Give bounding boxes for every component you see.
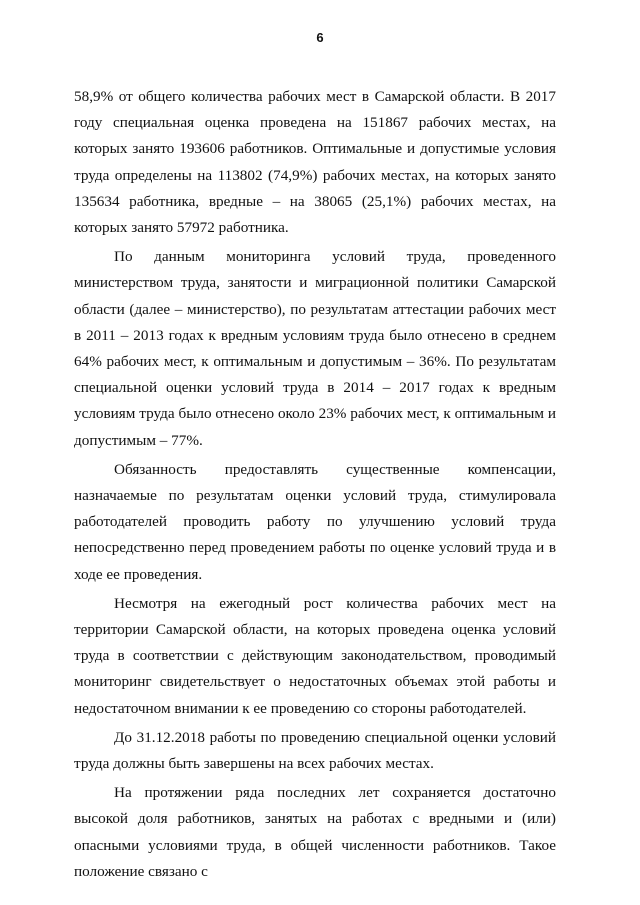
paragraph-1: 58,9% от общего количества рабочих мест в Самарской области. В 2017 году специальная оценка проведена на 151867 рабочих местах, на которых занято 193606 работников. Оптимальные и допустимые условия труда определены на 113802 (74,9%) рабочих местах, на которых занято 135634 работника, вредные – на 38065 (25,1%) рабочих местах, на которых занято 57972 работника. [74,88,556,237]
paragraph-5: До 31.12.2018 работы по проведению специальной оценки условий труда должны быть завершены на всех рабочих местах. [74,728,556,773]
paragraph-3: Обязанность предоставлять существенные компенсации, назначаемые по результатам оценки условий труда, стимулировала работодателей проводить работу по улучшению условий труда непосредственно перед проведением работы по оценке условий труда и в ходе ее проведения. [74,460,556,583]
paragraph-2: По данным мониторинга условий труда, проведенного министерством труда, занятости и миграционной политики Самарской области (далее – министерство), по результатам аттестации рабочих мест в 2011 – 2013 годах к вредным условиям труда было отнесено в среднем 64% рабочих мест, к оптимальным и допустимым – 36%. По результатам специальной оценки условий труда в 2014 – 2017 годах к вредным условиям труда было отнесено около 23% рабочих мест, к оптимальным и допустимым – 77%. [74,248,556,449]
document-body [74,84,556,885]
page-number: 6 [316,30,324,45]
paragraph-6: На протяжении ряда последних лет сохраняется достаточно высокой доля работников, занятых на работах с вредными и (или) опасными условиями труда, в общей численности работников. Такое положение связано с [74,784,556,880]
paragraph-4: Несмотря на ежегодный рост количества рабочих мест на территории Самарской области, на которых проведена оценка условий труда в соответствии с действующим законодательством, проводимый мониторинг свидетельствует о недостаточных объемах этой работы и недостаточном внимании к ее проведению со стороны работодателей. [74,594,556,717]
